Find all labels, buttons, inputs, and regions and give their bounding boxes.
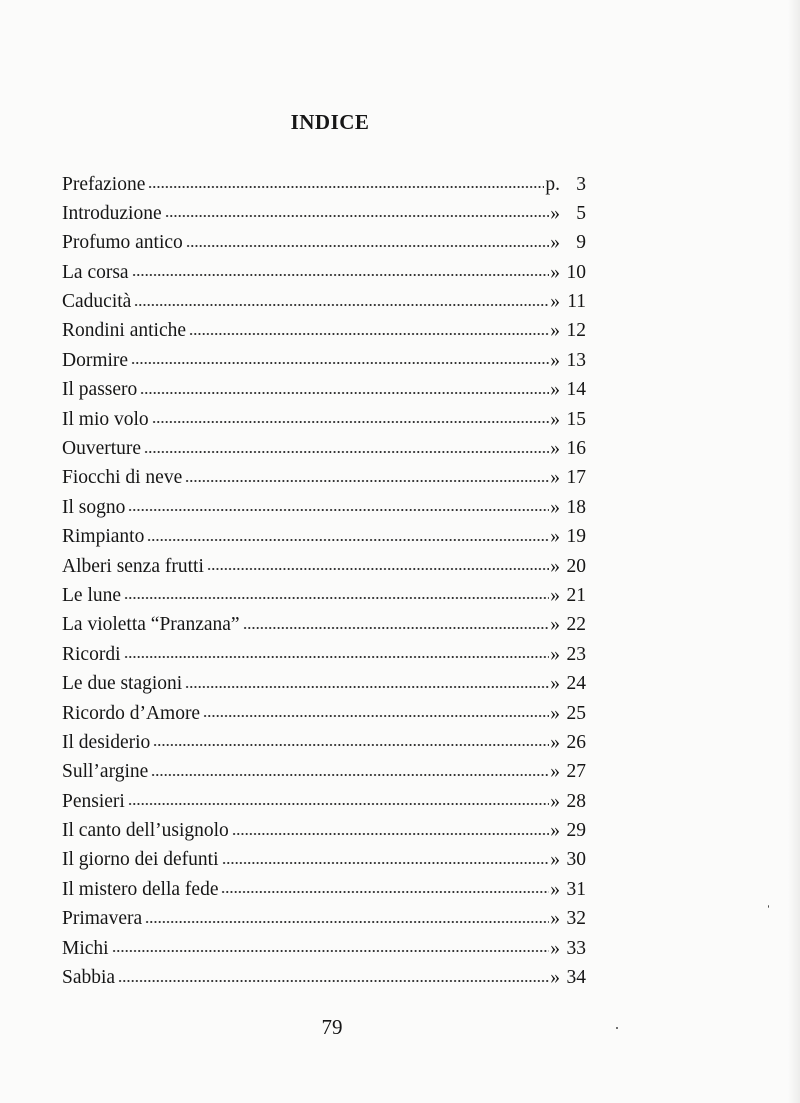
toc-entry-page-prefix: » bbox=[550, 232, 560, 254]
toc-entry-page-ref bbox=[550, 614, 586, 636]
toc-entry bbox=[62, 170, 586, 199]
toc-entry-page-ref bbox=[550, 203, 586, 225]
toc-entry-title: Le lune bbox=[62, 584, 122, 606]
dot-leader bbox=[124, 585, 549, 605]
toc-entry bbox=[62, 846, 586, 875]
toc-entry-page-ref bbox=[550, 320, 586, 342]
dot-leader bbox=[207, 556, 549, 576]
toc-entry-title: Sull’argine bbox=[62, 761, 149, 783]
toc-entry-title: Il passero bbox=[62, 379, 138, 401]
dot-leader bbox=[203, 703, 549, 723]
toc-entry-page-ref bbox=[550, 409, 586, 431]
toc-entry-page-number: 33 bbox=[566, 937, 586, 959]
toc-entry bbox=[62, 817, 586, 846]
dot-leader bbox=[185, 674, 549, 694]
dot-leader bbox=[148, 174, 544, 194]
toc-entry-page-ref bbox=[550, 820, 586, 842]
table-of-contents bbox=[62, 170, 586, 993]
toc-entry-page-ref bbox=[550, 703, 586, 725]
toc-entry-title: Il sogno bbox=[62, 496, 126, 518]
toc-entry-page-ref bbox=[550, 732, 586, 754]
toc-entry-page-prefix: » bbox=[550, 937, 560, 959]
toc-entry-page-prefix: » bbox=[550, 320, 560, 342]
toc-entry bbox=[62, 288, 586, 317]
toc-entry bbox=[62, 905, 586, 934]
toc-entry-title: Il desiderio bbox=[62, 731, 151, 753]
toc-entry-title: Ricordi bbox=[62, 643, 121, 665]
toc-entry-page-prefix: » bbox=[550, 673, 560, 695]
dot-leader bbox=[185, 468, 549, 488]
toc-entry-page-number: 20 bbox=[566, 555, 586, 577]
toc-entry bbox=[62, 199, 586, 228]
toc-entry-title: La corsa bbox=[62, 261, 129, 283]
toc-entry-page-number: 19 bbox=[566, 526, 586, 548]
toc-entry-page-prefix: » bbox=[550, 614, 560, 636]
toc-entry-page-ref bbox=[550, 938, 586, 960]
toc-entry-page-prefix: » bbox=[550, 702, 560, 724]
toc-entry bbox=[62, 229, 586, 258]
dot-leader bbox=[221, 879, 549, 899]
toc-entry-page-ref bbox=[550, 644, 586, 666]
toc-entry bbox=[62, 435, 586, 464]
index-heading: INDICE bbox=[290, 110, 370, 134]
toc-entry-title: Profumo antico bbox=[62, 232, 183, 254]
dot-leader bbox=[118, 968, 549, 988]
toc-entry-page-number: 11 bbox=[567, 291, 586, 313]
toc-entry bbox=[62, 405, 586, 434]
toc-entry-page-prefix: » bbox=[550, 467, 560, 489]
toc-entry bbox=[62, 523, 586, 552]
dot-leader bbox=[144, 439, 549, 459]
toc-entry-page-prefix: » bbox=[550, 202, 560, 224]
toc-entry-page-number: 10 bbox=[566, 261, 586, 283]
toc-entry-page-number: 27 bbox=[566, 761, 586, 783]
dot-leader bbox=[152, 409, 550, 429]
toc-entry-page-number: 29 bbox=[566, 820, 586, 842]
toc-entry bbox=[62, 552, 586, 581]
scan-speck bbox=[768, 905, 769, 908]
toc-entry-page-ref bbox=[550, 849, 586, 871]
toc-entry-page-number: 17 bbox=[566, 467, 586, 489]
toc-entry-title: Prefazione bbox=[62, 173, 146, 195]
toc-entry-page-number: 18 bbox=[566, 496, 586, 518]
page-number: 79 bbox=[321, 1015, 343, 1039]
toc-entry-page-number: 34 bbox=[566, 967, 586, 989]
toc-entry-page-ref bbox=[550, 526, 586, 548]
toc-entry-title: Il mistero della fede bbox=[62, 878, 219, 900]
toc-entry-title: La violetta “Pranzana” bbox=[62, 614, 240, 636]
dot-leader bbox=[124, 644, 550, 664]
toc-entry-page-prefix: » bbox=[550, 790, 560, 812]
toc-entry-title: Il mio volo bbox=[62, 408, 149, 430]
toc-entry-title: Le due stagioni bbox=[62, 673, 183, 695]
toc-entry-page-prefix: » bbox=[550, 555, 560, 577]
toc-entry-title: Caducità bbox=[62, 291, 132, 313]
toc-entry-title: Dormire bbox=[62, 349, 129, 371]
toc-entry-title: Sabbia bbox=[62, 967, 116, 989]
toc-entry-page-ref bbox=[550, 379, 586, 401]
toc-entry-page-number: 28 bbox=[566, 790, 586, 812]
dot-leader bbox=[134, 292, 549, 312]
toc-entry-page-prefix: p. bbox=[545, 173, 560, 195]
toc-entry-page-number: 5 bbox=[576, 202, 586, 224]
toc-entry-title: Il giorno dei defunti bbox=[62, 849, 219, 871]
dot-leader bbox=[132, 262, 550, 282]
toc-entry-page-number: 21 bbox=[566, 584, 586, 606]
toc-entry bbox=[62, 317, 586, 346]
dot-leader bbox=[165, 203, 550, 223]
toc-entry bbox=[62, 728, 586, 757]
toc-entry-title: Primavera bbox=[62, 908, 143, 930]
scan-speck bbox=[616, 1027, 618, 1029]
toc-entry-page-number: 12 bbox=[566, 320, 586, 342]
toc-entry bbox=[62, 376, 586, 405]
toc-entry-title: Michi bbox=[62, 937, 109, 959]
dot-leader bbox=[186, 233, 549, 253]
toc-entry-page-prefix: » bbox=[550, 584, 560, 606]
toc-entry-page-prefix: » bbox=[550, 731, 560, 753]
toc-entry-page-number: 15 bbox=[566, 408, 586, 430]
toc-entry bbox=[62, 758, 586, 787]
toc-entry-page-number: 24 bbox=[566, 673, 586, 695]
toc-entry-title: Ouverture bbox=[62, 438, 142, 460]
dot-leader bbox=[128, 497, 549, 517]
toc-entry-page-ref bbox=[550, 585, 586, 607]
toc-entry bbox=[62, 699, 586, 728]
toc-entry-page-ref bbox=[545, 174, 586, 196]
toc-entry-page-prefix: » bbox=[550, 438, 560, 460]
toc-entry-page-number: 3 bbox=[576, 173, 586, 195]
toc-entry-page-number: 26 bbox=[566, 731, 586, 753]
toc-entry bbox=[62, 258, 586, 287]
toc-entry-page-prefix: » bbox=[550, 526, 560, 548]
dot-leader bbox=[243, 615, 550, 635]
toc-entry-title: Introduzione bbox=[62, 202, 162, 224]
toc-entry bbox=[62, 640, 586, 669]
toc-entry-page-number: 25 bbox=[566, 702, 586, 724]
toc-entry-page-ref bbox=[550, 232, 586, 254]
page-edge-shadow bbox=[788, 0, 800, 1103]
toc-entry-page-ref bbox=[550, 879, 586, 901]
toc-entry-page-ref bbox=[550, 467, 586, 489]
toc-entry-page-ref bbox=[550, 291, 586, 313]
toc-entry-page-number: 30 bbox=[566, 849, 586, 871]
dot-leader bbox=[222, 850, 550, 870]
toc-entry-page-ref bbox=[550, 556, 586, 578]
toc-entry bbox=[62, 464, 586, 493]
toc-entry-page-prefix: » bbox=[550, 761, 560, 783]
dot-leader bbox=[147, 527, 549, 547]
toc-entry bbox=[62, 875, 586, 904]
toc-entry-title: Alberi senza frutti bbox=[62, 555, 204, 577]
dot-leader bbox=[151, 762, 549, 782]
toc-entry-page-ref bbox=[550, 262, 586, 284]
toc-entry-page-number: 14 bbox=[566, 379, 586, 401]
toc-entry bbox=[62, 581, 586, 610]
toc-entry-page-prefix: » bbox=[550, 261, 560, 283]
toc-entry-page-ref bbox=[550, 791, 586, 813]
toc-entry-title: Ricordo d’Amore bbox=[62, 702, 201, 724]
toc-entry-page-number: 13 bbox=[566, 349, 586, 371]
toc-entry-page-prefix: » bbox=[550, 408, 560, 430]
dot-leader bbox=[232, 821, 549, 841]
toc-entry bbox=[62, 964, 586, 993]
toc-entry-page-prefix: » bbox=[550, 643, 560, 665]
dot-leader bbox=[131, 350, 549, 370]
toc-entry bbox=[62, 787, 586, 816]
toc-entry-page-ref bbox=[550, 438, 586, 460]
toc-entry bbox=[62, 346, 586, 375]
toc-entry-page-ref bbox=[550, 497, 586, 519]
dot-leader bbox=[128, 791, 549, 811]
toc-entry-title: Rimpianto bbox=[62, 526, 145, 548]
toc-entry-page-ref bbox=[550, 908, 586, 930]
toc-entry-page-number: 16 bbox=[566, 438, 586, 460]
toc-entry-title: Rondini antiche bbox=[62, 320, 187, 342]
toc-entry-page-prefix: » bbox=[550, 349, 560, 371]
toc-entry bbox=[62, 611, 586, 640]
toc-entry-page-number: 31 bbox=[566, 878, 586, 900]
dot-leader bbox=[140, 380, 549, 400]
toc-entry-page-prefix: » bbox=[550, 849, 560, 871]
dot-leader bbox=[153, 732, 549, 752]
toc-entry bbox=[62, 670, 586, 699]
toc-entry-page-ref bbox=[550, 967, 586, 989]
toc-entry-page-prefix: » bbox=[550, 379, 560, 401]
toc-entry bbox=[62, 934, 586, 963]
toc-entry-page-ref bbox=[550, 350, 586, 372]
toc-entry-page-prefix: » bbox=[550, 878, 560, 900]
toc-entry-page-prefix: » bbox=[550, 967, 560, 989]
toc-entry-page-ref bbox=[550, 761, 586, 783]
toc-entry-title: Fiocchi di neve bbox=[62, 467, 183, 489]
dot-leader bbox=[112, 938, 550, 958]
toc-entry-page-number: 22 bbox=[566, 614, 586, 636]
dot-leader bbox=[145, 909, 549, 929]
dot-leader bbox=[189, 321, 549, 341]
toc-entry-page-prefix: » bbox=[550, 496, 560, 518]
toc-entry-page-number: 32 bbox=[566, 908, 586, 930]
toc-entry-page-prefix: » bbox=[550, 908, 560, 930]
toc-entry-page-prefix: » bbox=[550, 291, 560, 313]
toc-entry bbox=[62, 493, 586, 522]
toc-entry-title: Il canto dell’usignolo bbox=[62, 820, 229, 842]
toc-entry-page-ref bbox=[550, 673, 586, 695]
toc-entry-page-number: 9 bbox=[576, 232, 586, 254]
toc-entry-title: Pensieri bbox=[62, 790, 125, 812]
toc-entry-page-prefix: » bbox=[550, 820, 560, 842]
toc-entry-page-number: 23 bbox=[566, 643, 586, 665]
